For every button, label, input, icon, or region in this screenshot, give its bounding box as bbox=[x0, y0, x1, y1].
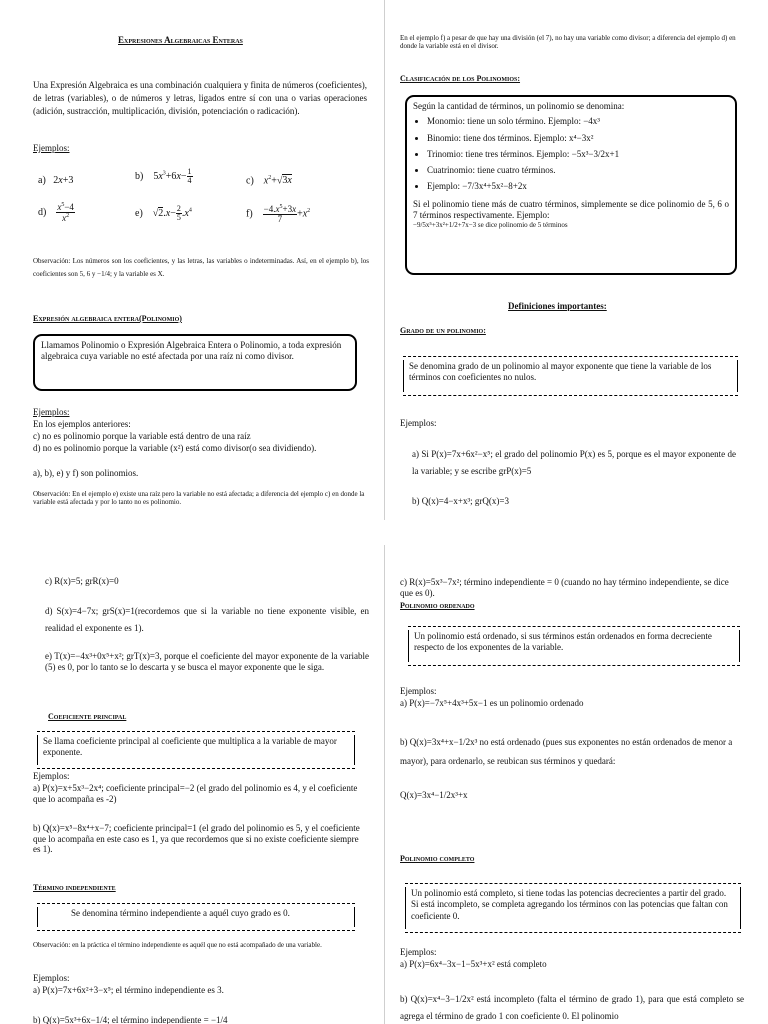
complete-example-b: b) Q(x)=x⁴−3−1/2x² está incompleto (falta el término de grado 1), para que está completo se agrega el término de grado 1 con coeficiente 0. El polinomio bbox=[400, 994, 744, 1022]
ordered-heading: Polinomio ordenado bbox=[400, 601, 475, 610]
definitions-heading: Definiciones importantes: bbox=[508, 301, 607, 311]
example-e: e) √2.x− $\frac{2}{5}$ $.x^4$ bbox=[135, 204, 192, 222]
indep-term-example-a: a) P(x)=7x+6x²+3−x⁵; el término independiente es 3. bbox=[33, 985, 224, 995]
page-1 bbox=[0, 0, 384, 525]
degree-example-c: c) R(x)=5; grR(x)=0 bbox=[45, 576, 119, 586]
indep-term-example-b: b) Q(x)=5x³+6x−1/4; el término independiente = −1/4 bbox=[33, 1015, 228, 1024]
complete-definition-box: Un polinomio está completo, si tiene todas las potencias decrecientes a partir del grado. Si está incompleto, se completa agregando los términos con las potencias que faltan con coeficiente 0. bbox=[405, 883, 741, 933]
classification-intro: Según la cantidad de términos, un polinomio se denomina: bbox=[413, 101, 625, 111]
degree-heading: Grado de un polinomio: bbox=[400, 326, 486, 335]
examples-2-line-1: En los ejemplos anteriores: bbox=[33, 419, 131, 429]
polynomial-definition-box: Llamamos Polinomio o Expresión Algebraica Entera o Polinomio, a toda expresión algebraica cuya variable no esté afectada por una raíz ni como divisor. bbox=[33, 334, 357, 391]
polynomial-heading: Expresión algebraica entera(Polinomio) bbox=[33, 314, 182, 323]
page-2-top-note: En el ejemplo f) a pesar de que hay una división (el 7), no hay una variable como divisor; a diferencia del ejemplo d) en donde la variable está en el divisor. bbox=[400, 34, 736, 51]
complete-example-a: a) P(x)=6x⁴−3x−1−5x³+x² está completo bbox=[400, 959, 547, 969]
indep-term-box: Se denomina término independiente a aquél cuyo grado es 0. bbox=[37, 903, 355, 931]
examples-2-line-2: c) no es polinomio porque la variable está dentro de una raíz bbox=[33, 431, 251, 441]
ordered-definition-box: Un polinomio está ordenado, si sus términos están ordenados en forma decreciente respecto de los exponentes de la variable. bbox=[408, 626, 740, 666]
classification-box bbox=[405, 95, 737, 275]
examples-label-2: Ejemplos: bbox=[33, 407, 70, 417]
classification-list bbox=[413, 116, 729, 192]
complete-heading: Polinomio completo bbox=[400, 854, 475, 863]
example-c: c) $x^2+√3x$ bbox=[246, 175, 292, 187]
degree-example-a: a) Si P(x)=7x+6x²−x⁵; el grado del polinomio P(x) es 5, porque es el mayor exponente de la variable; y se escribe grP(x)=5 bbox=[412, 449, 736, 477]
indep-term-observation: Observación: en la práctica el término independiente es aquél que no está acompañado de una variable. bbox=[33, 941, 322, 949]
degree-definition-box: Se denomina grado de un polinomio al mayor exponente que tiene la variable de los términos con coeficientes no nulos. bbox=[403, 356, 738, 396]
examples-2-line-4: a), b), e) y f) son polinomios. bbox=[33, 468, 139, 478]
ordered-example-a: a) P(x)=−7x⁵+4x³+5x−1 es un polinomio ordenado bbox=[400, 698, 584, 708]
page-4 bbox=[390, 545, 768, 1024]
page-3 bbox=[0, 545, 384, 1024]
page-title: Expresiones Algebraicas Enteras bbox=[118, 35, 243, 45]
indep-term-heading: Término independiente bbox=[33, 883, 116, 892]
example-d: d) $\frac{x^5-4}{x^2}$ bbox=[38, 202, 74, 223]
ordered-examples-label: Ejemplos: bbox=[400, 686, 437, 696]
examples-label: Ejemplos: bbox=[33, 143, 70, 153]
classification-item: • Binomio: tiene dos términos. Ejemplo: x⁴−3x² bbox=[427, 133, 729, 144]
observation-2: Observación: En el ejemplo e) existe una raíz pero la variable no está afectada; a diferencia del ejemplo c) en donde la variable está afectada y por lo tanto no es polinomio. bbox=[33, 490, 365, 507]
example-f: f) $\frac{-4.x^5+3x}{7}$ $+x^2$ bbox=[246, 204, 311, 224]
classification-item: • Trinomio: tiene tres términos. Ejemplo: −5x³−3/2x+1 bbox=[427, 149, 729, 160]
lead-coef-example-b: b) Q(x)=x⁵−8x⁴+x−7; coeficiente principal=1 (el grado del polinomio es 5, y el coeficiente que lo acompaña en este caso es 1, ya que recordemos que si no existe coeficiente siempre es 1). bbox=[33, 823, 360, 855]
page-divider-bottom bbox=[384, 545, 385, 1024]
classification-heading: Clasificación de los Polinomios: bbox=[400, 74, 521, 83]
lead-coef-box: Se llama coeficiente principal al coeficiente que multiplica a la variable de mayor exponente. bbox=[37, 731, 355, 769]
classification-tail-example: −9/5x⁵+3x²+1/2+7x−3 se dice polinomio de 5 términos bbox=[413, 221, 568, 229]
page-2 bbox=[390, 0, 768, 525]
complete-examples-label: Ejemplos: bbox=[400, 947, 437, 957]
lead-coef-examples-label: Ejemplos: bbox=[33, 771, 70, 781]
ordered-example-b: b) Q(x)=3x⁴+x−1/2x³ no está ordenado (pues sus exponentes no están ordenados de menor a mayor), para ordenarlo, se reubican sus términos y quedará: bbox=[400, 737, 733, 766]
degree-example-d: d) S(x)=4−7x; grS(x)=1(recordemos que si la variable no tiene exponente visible, en realidad el exponente es 1). bbox=[45, 606, 369, 633]
classification-tail: Si el polinomio tiene más de cuatro términos, simplemente se dice polinomio de 5, 6 o 7 términos respectivamente. Ejemplo: bbox=[413, 198, 729, 220]
classification-item: • Ejemplo: −7/3x⁴+5x²−8+2x bbox=[427, 181, 729, 192]
degree-example-b: b) Q(x)=4−x+x³; grQ(x)=3 bbox=[412, 496, 509, 506]
lead-coef-heading: Coeficiente principal bbox=[48, 712, 127, 721]
lead-coef-example-a: a) P(x)=x+5x³−2x⁴; coeficiente principal=−2 (el grado del polinomio es 4, y el coeficiente que lo acompaña es -2) bbox=[33, 783, 358, 804]
ordered-example-b-result: Q(x)=3x⁴−1/2x³+x bbox=[400, 790, 468, 800]
examples-2-line-3: d) no es polinomio porque la variable (x²) está como divisor(o sea dividiendo). bbox=[33, 443, 317, 453]
intro-paragraph: Una Expresión Algebraica es una combinación cualquiera y finita de números (coeficientes), de letras (variables), o de números y letras, ligados entre sí con una o varias operaciones (adición, sustracción, multiplicación, división, potenciación o radicación). bbox=[33, 80, 367, 117]
degree-example-e: e) T(x)=−4x³+0x⁵+x²; grT(x)=3, porque el coeficiente del mayor exponente de la variable (5) es 0, por lo tanto se lo descarta y se busca el mayor exponente que le siga. bbox=[45, 651, 369, 672]
indep-term-example-c: c) R(x)=5x³−7x²; término independiente = 0 (cuando no hay término independiente, se dice que es 0). bbox=[400, 577, 729, 598]
observation-1: Observación: Los números son los coeficientes, y las letras, las variables o indeterminadas. Así, en el ejemplo b), los coeficientes son 5, 6 y −1/4; y la variable es X. bbox=[33, 257, 369, 279]
example-b: b) $5x^3+6x-$ $\frac{1}{4}$ bbox=[135, 167, 192, 185]
example-a: a) 2x+3 bbox=[38, 175, 74, 186]
indep-term-examples-label: Ejemplos: bbox=[33, 973, 70, 983]
classification-item: • Monomio: tiene un solo término. Ejemplo: −4x³ bbox=[427, 116, 729, 127]
classification-item: • Cuatrinomio: tiene cuatro términos. bbox=[427, 165, 729, 176]
page-divider-top bbox=[384, 0, 385, 520]
degree-examples-label: Ejemplos: bbox=[400, 418, 437, 428]
